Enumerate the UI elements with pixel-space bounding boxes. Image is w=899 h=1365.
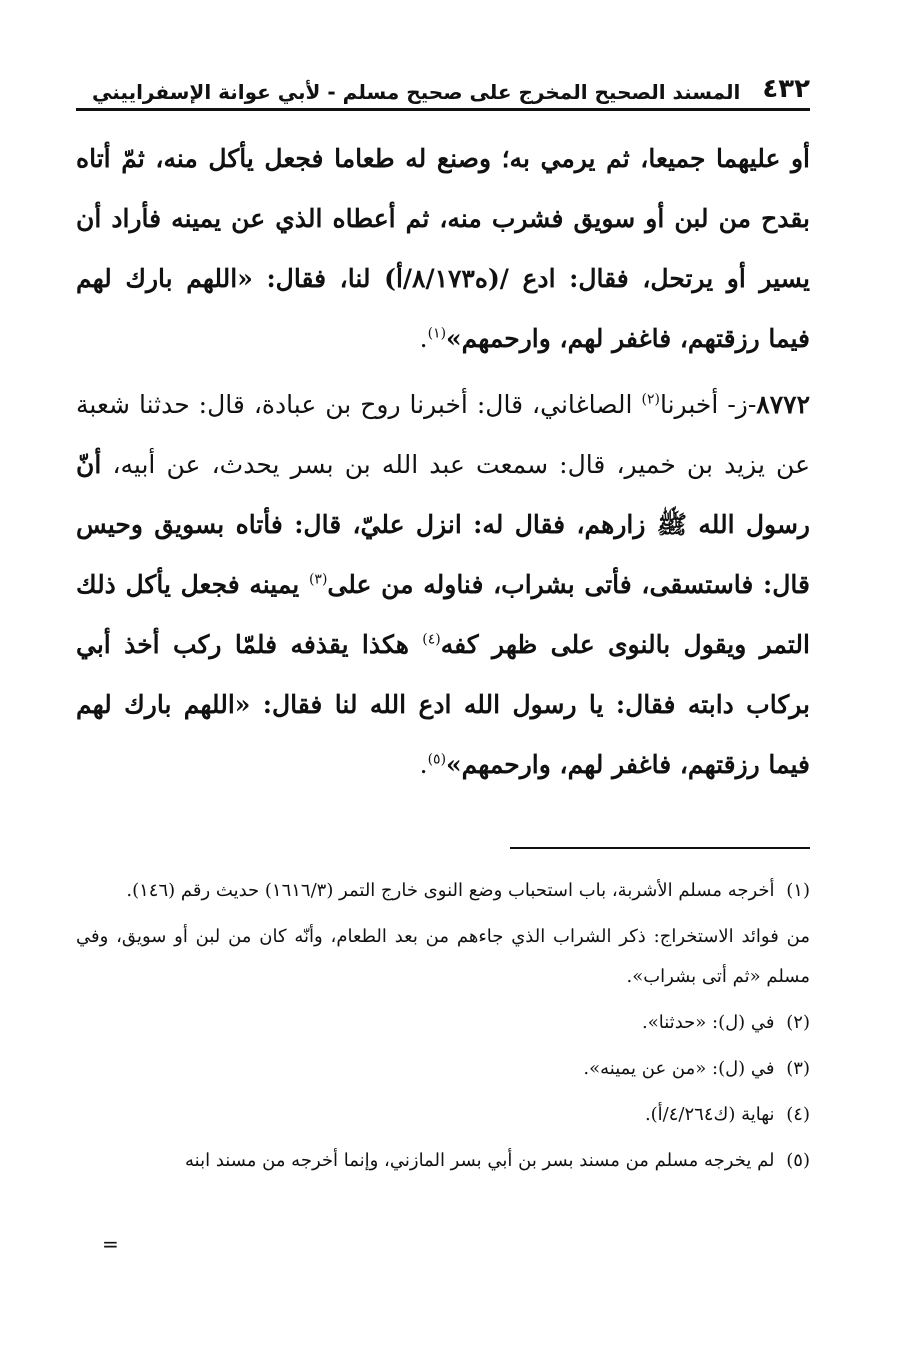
footnote-1-number: (١) (786, 880, 810, 901)
footnote-4-number: (٤) (786, 1104, 810, 1125)
hadith-number: ٨٧٧٢ (756, 390, 810, 419)
page-header (76, 64, 810, 111)
footnote-5-number: (٥) (786, 1150, 810, 1171)
footnote-1-note (76, 917, 810, 997)
book-page (76, 64, 810, 1187)
footnote-2-text: في (ل): «حدثنا». (642, 1012, 775, 1033)
page-number: ٤٣٢ (762, 74, 810, 104)
footnote-5-text: لم يخرجه مسلم من مسند بسر بن أبي بسر المازني، وإنما أخرجه من مسند ابنه (185, 1150, 775, 1171)
para2-matn-1: أنّ رسول الله ﷺ زارهم، فقال له: انزل عليّ، قال: فأتاه بسويق وحيس قال: فاستسقى، فأتى بشراب، فناوله من على (76, 450, 810, 599)
footnotes (76, 871, 810, 1181)
manuscript-reference: ٨/١٧٣/أ (395, 264, 475, 293)
footnote-3 (76, 1049, 810, 1089)
para2-text-1: أخبرنا (659, 390, 719, 419)
footnote-ref-1: (١) (427, 325, 447, 342)
footnote-ref-5: (٥) (427, 751, 447, 768)
footnote-3-text: في (ل): «من عن يمينه». (583, 1058, 775, 1079)
footnote-1 (76, 871, 810, 911)
footnote-separator (510, 847, 810, 849)
footnote-ref-4: (٤) (422, 631, 441, 648)
footnote-1-text: أخرجه مسلم الأشربة، باب استحباب وضع النوى خارج التمر (١٦١٦/٣) حديث رقم (١٤٦). (126, 880, 775, 901)
footnote-1-note-text: من فوائد الاستخراج: ذكر الشراب الذي جاءهم من بعد الطعام، وأنّه كان من لبن أو سويق، وفي مسلم «ثم أتى بشراب». (76, 926, 810, 987)
footnote-4 (76, 1095, 810, 1135)
para1-text-1: أو عليهما جميعا، ثم يرمي به؛ وصنع له طعاما فجعل يأكل منه، ثمّ أتاه بقدح من لبن أو سويق فشرب منه، ثم أعطاه الذي عن يمينه فأراد أن يسير أو يرتحل، فقال: ادع /(ه (76, 144, 810, 293)
para1-end: . (419, 324, 428, 353)
footnote-4-text: نهاية (ك٤/٢٦٤/أ). (644, 1104, 775, 1125)
paragraph-2 (76, 375, 810, 795)
footnote-2 (76, 1003, 810, 1043)
hadith-marker: -ز- (718, 390, 757, 419)
main-text (76, 129, 810, 795)
continuation-mark: = (102, 1232, 119, 1256)
para2-matn-3: هكذا يقذفه فلمّا ركب أخذ أبي بركاب دابته فقال: يا رسول الله ادع الله لنا فقال: «اللهم بارك لهم فيما رزقتهم، فاغفر لهم، وارحمهم» (76, 630, 810, 779)
footnote-3-number: (٣) (786, 1058, 810, 1079)
footnote-ref-3: (٣) (308, 571, 328, 588)
para2-matn-2: يمينه فجعل يأكل ذلك التمر ويقول بالنوى على ظهر كفه (76, 570, 810, 659)
footnote-ref-2: (٢) (641, 391, 660, 408)
para2-end: . (419, 750, 428, 779)
footnote-5 (76, 1141, 810, 1181)
running-title: المسند الصحيح المخرج على صحيح مسلم - لأبي عوانة الإسفراييني (92, 80, 741, 104)
para1-text-2: ) لنا، فقال: «اللهم بارك لهم فيما رزقتهم، فاغفر لهم، وارحمهم» (76, 264, 810, 353)
footnote-2-number: (٢) (786, 1012, 810, 1033)
footnote-separator-wrap (501, 795, 810, 849)
para2-isnad: الصاغاني، قال: أخبرنا روح بن عبادة، قال: حدثنا شعبة عن يزيد بن خمير، قال: سمعت عبد الله بن بسر يحدث، عن أبيه، (76, 390, 810, 479)
paragraph-1 (76, 129, 810, 369)
